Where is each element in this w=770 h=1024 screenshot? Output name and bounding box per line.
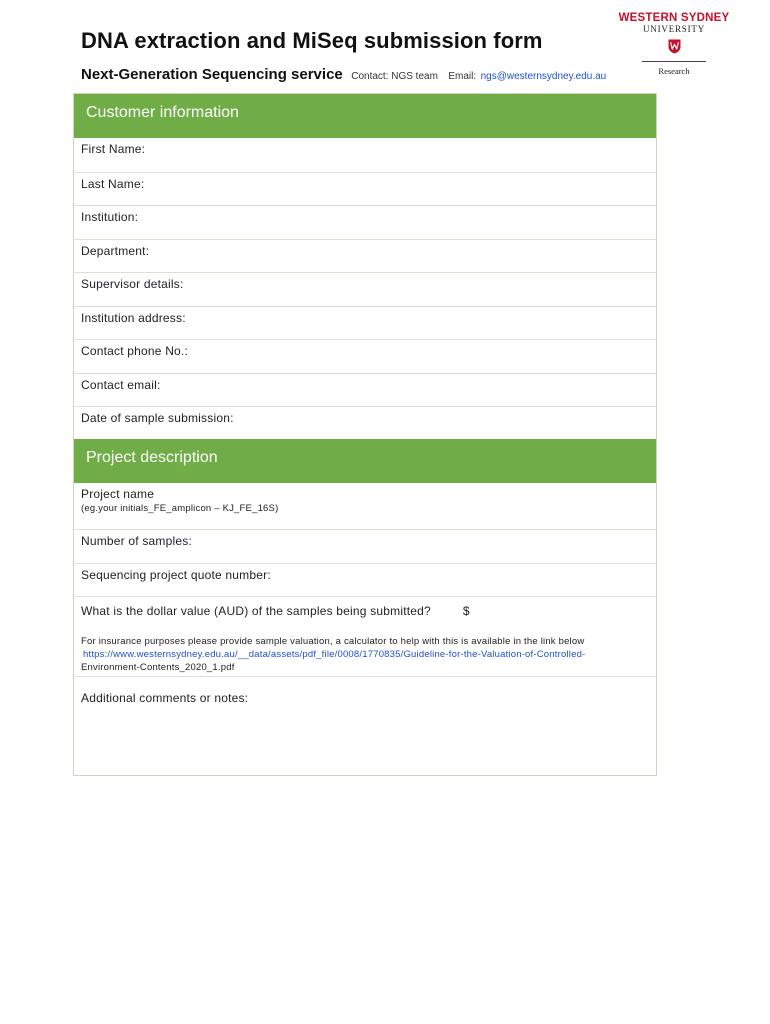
contact-phone-field[interactable]: Contact phone No.: (74, 339, 656, 373)
logo-text-bottom: Research (658, 66, 690, 76)
project-section-header: Project description (74, 439, 656, 483)
subtitle-line (81, 66, 606, 84)
valuation-note: For insurance purposes please provide sample valuation, a calculator to help with this is available in the link below (81, 636, 585, 647)
valuation-question (81, 604, 649, 618)
supervisor-field[interactable]: Supervisor details: (74, 272, 656, 306)
logo-text-middle: UNIVERSITY (643, 24, 705, 34)
project-name-field[interactable] (74, 483, 656, 529)
additional-comments-field[interactable]: Additional comments or notes: (74, 676, 656, 775)
logo-text-top: WESTERN SYDNEY (618, 12, 730, 24)
valuation-guideline-link[interactable]: https://www.westernsydney.edu.au/__data/assets/pdf_file/0008/1770835/Guideline-for-the-Valuation-of-Controlled- (83, 649, 586, 660)
number-of-samples-field[interactable]: Number of samples: (74, 529, 656, 563)
submission-form (73, 93, 657, 776)
first-name-field[interactable]: First Name: (81, 142, 146, 156)
project-fields (74, 483, 656, 775)
email-link[interactable]: ngs@westernsydney.edu.au (480, 71, 607, 82)
project-name-label: Project name (81, 487, 155, 501)
university-logo (612, 12, 736, 76)
page-title: DNA extraction and MiSeq submission form (81, 28, 543, 53)
service-subtitle: Next-Generation Sequencing service (81, 66, 343, 83)
contact-text: Contact: NGS team (351, 71, 438, 82)
sample-valuation-field[interactable] (74, 596, 656, 676)
institution-address-field[interactable]: Institution address: (74, 306, 656, 339)
valuation-guideline-file: Environment-Contents_2020_1.pdf (81, 662, 235, 673)
customer-fields (74, 138, 656, 439)
currency-symbol: $ (462, 604, 470, 618)
contact-email-field[interactable]: Contact email: (74, 373, 656, 406)
department-field[interactable]: Department: (74, 239, 656, 272)
logo-divider (642, 61, 706, 62)
submission-date-field[interactable]: Date of sample submission: (74, 406, 656, 439)
shield-icon (668, 39, 681, 54)
valuation-link-line (81, 648, 649, 661)
project-name-hint: (eg.your initials_FE_amplicon – KJ_FE_16S) (81, 503, 279, 514)
last-name-field[interactable]: Last Name: (74, 172, 656, 205)
email-label: Email: (448, 71, 477, 82)
valuation-question-text: What is the dollar value (AUD) of the samples being submitted? (81, 604, 431, 618)
institution-field[interactable]: Institution: (74, 205, 656, 239)
customer-section-header: Customer information (74, 94, 656, 138)
quote-number-field[interactable]: Sequencing project quote number: (74, 563, 656, 596)
